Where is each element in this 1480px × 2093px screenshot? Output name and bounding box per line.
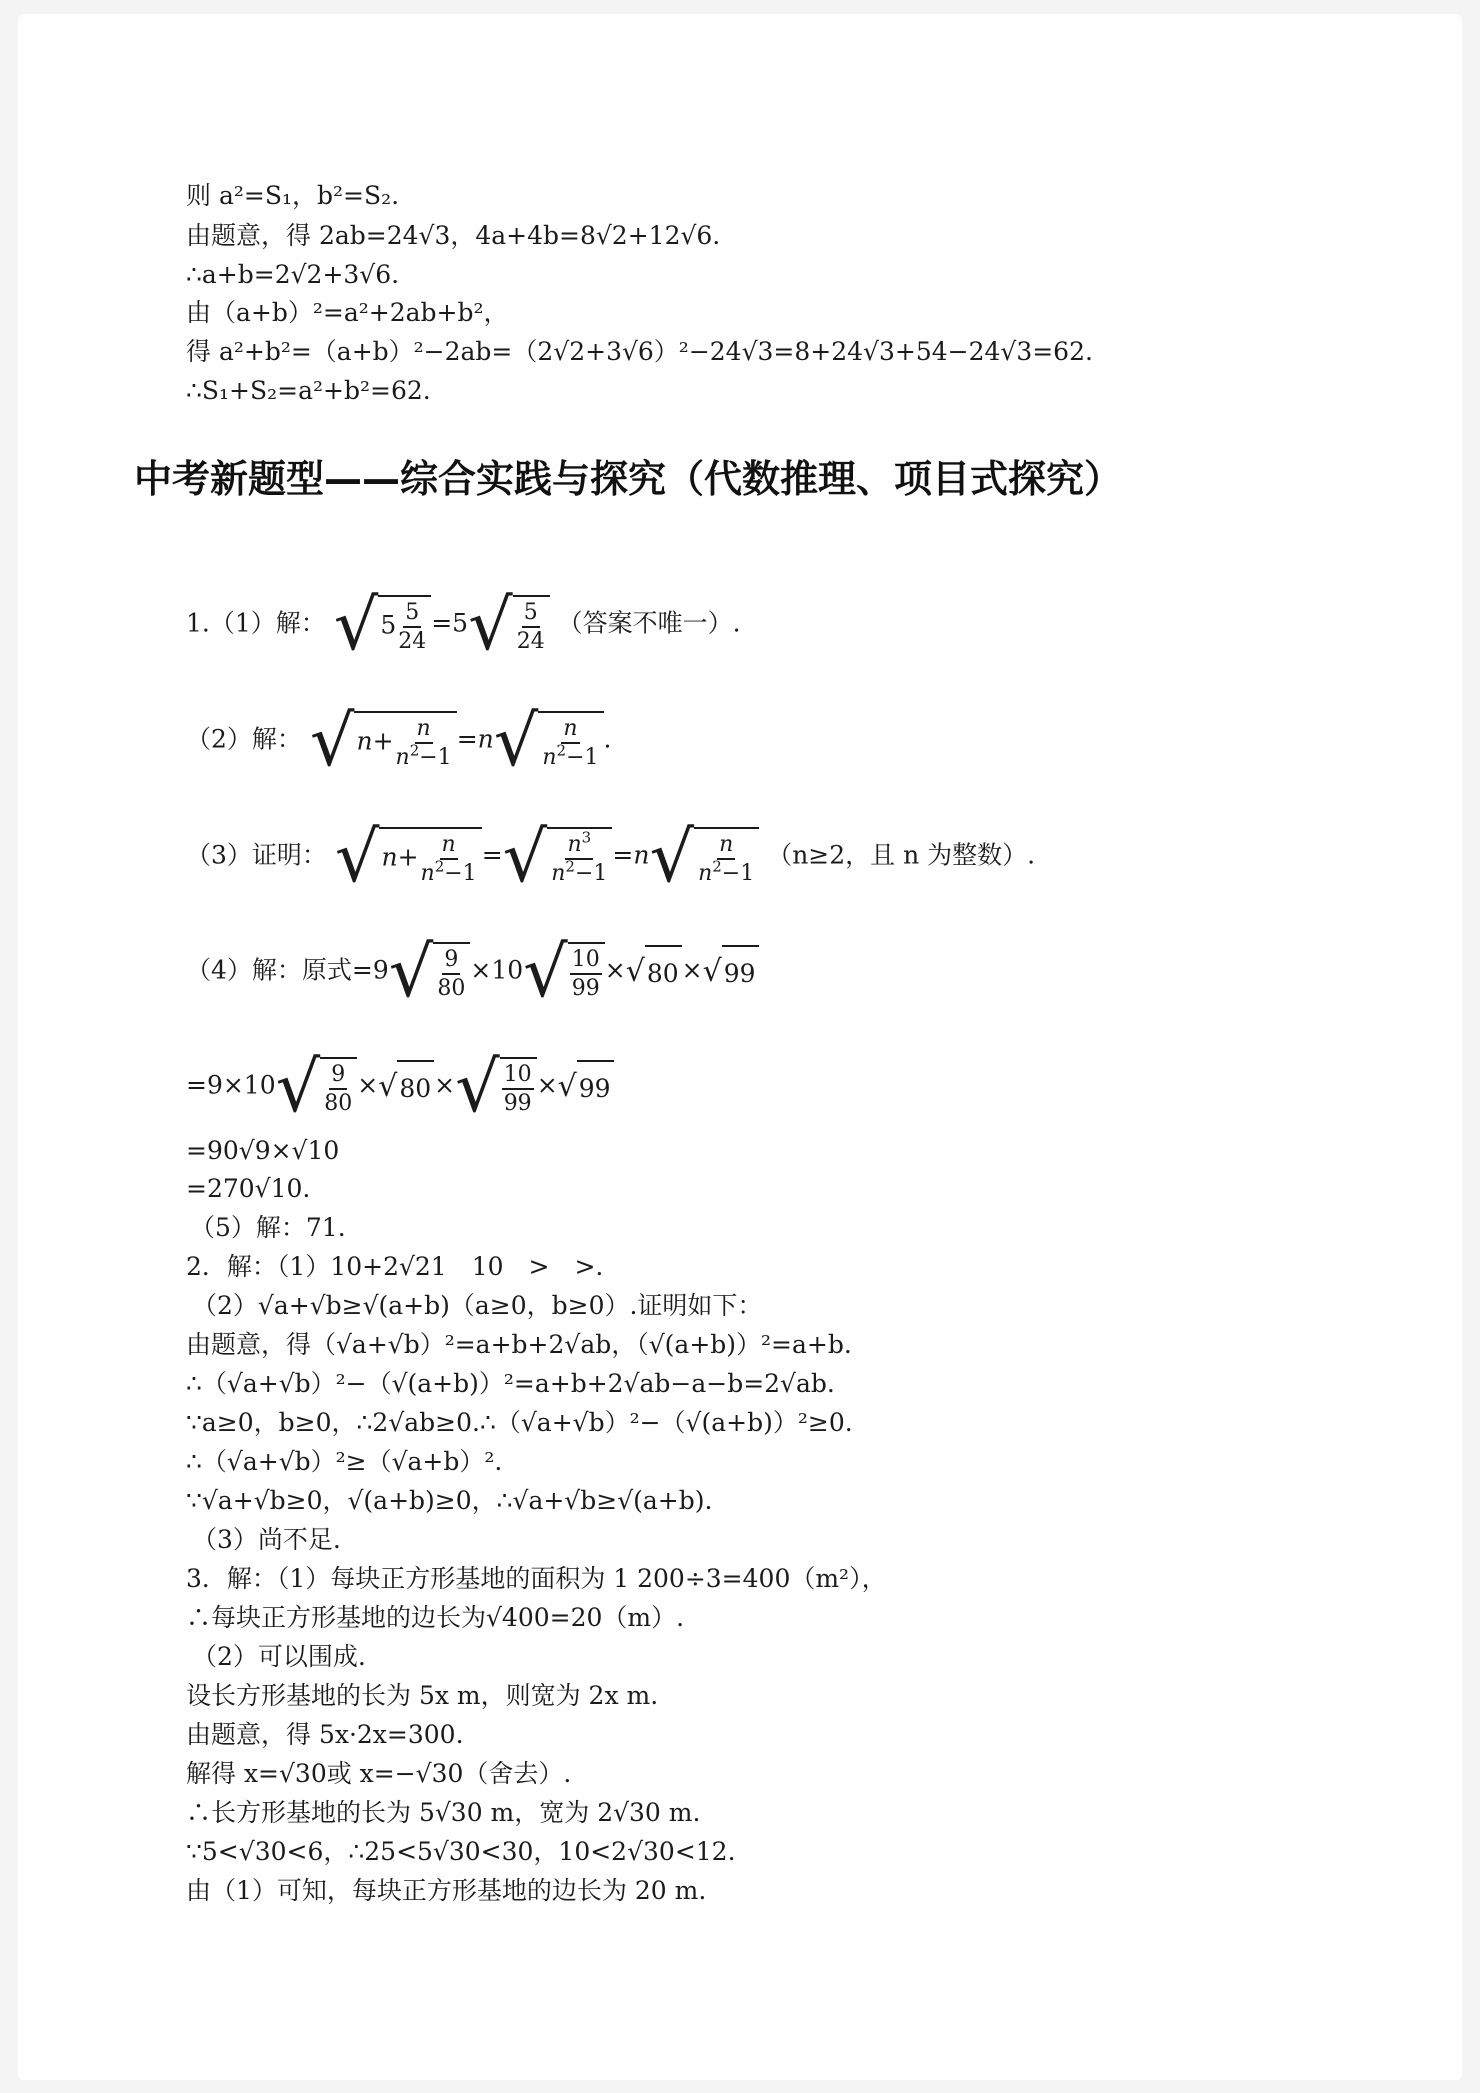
q1-part4-line3: =90√9×√10 [186, 1136, 340, 1165]
q3-line: ∴长方形基地的长为 5√30 m，宽为 2√30 m. [186, 1798, 701, 1827]
q1-part3-note: （n≥2，且 n 为整数）. [767, 840, 1036, 870]
q2-line: ∵√a+√b≥0，√(a+b)≥0，∴√a+√b≥√(a+b). [186, 1486, 713, 1515]
q1-part4-line4: =270√10. [186, 1174, 311, 1203]
q3-line: ∴每块正方形基地的边长为√400=20（m）. [186, 1603, 685, 1632]
q2-line: （3）尚不足. [192, 1525, 341, 1554]
radical-expression: √ $\frac{n}{n^2-1}$ [494, 706, 604, 776]
q2-line: 2．解：（1）10+2√21 10 > >. [186, 1252, 604, 1281]
q3-line: （2）可以围成. [192, 1642, 366, 1671]
q3-line: 3．解：（1）每块正方形基地的面积为 1 200÷3=400（m²）， [186, 1564, 887, 1593]
q2-line: 由题意，得（√a+√b）²=a+b+2√ab，（√(a+b)）²=a+b. [186, 1330, 852, 1359]
q1-part1-note: （答案不唯一）. [557, 608, 741, 638]
radical-expression: √ $\frac{9}{80}$ [389, 937, 471, 1007]
text-line: ∴S₁+S₂=a²+b²=62. [186, 376, 431, 405]
radical-expression: √ $\frac{n}{n^2-1}$ [649, 822, 759, 892]
section-heading: 中考新题型——综合实践与探究（代数推理、项目式探究） [134, 457, 1123, 501]
radical-expression: √ $\frac{n^3}{n^2-1}$ [503, 822, 613, 892]
radical-expression: √ $\frac{10}{99}$ [523, 937, 605, 1007]
text-line: 由（a+b）²=a²+2ab+b²， [186, 298, 509, 327]
radical-expression: √n+ $\frac{n}{n^2-1}$ [310, 706, 457, 776]
q1-part4-prefix: （4）解：原式=9 [186, 955, 389, 985]
q3-line: 解得 x=√30或 x=−√30（舍去）. [186, 1759, 572, 1788]
text-line: 则 a²=S₁，b²=S₂. [186, 181, 400, 210]
q1-part1-prefix: 1.（1）解： [186, 608, 326, 638]
q2-line: ∴（√a+√b）²≥（√a+b）². [186, 1447, 503, 1476]
q1-part3: （3）证明： √n+ $\frac{n}{n^2-1}$ =√ $\frac{n^3}{n^2-1}$ =n√ $\frac{n}{n^2-1}$ （n≥2，且 n 为整数）. [186, 816, 1036, 898]
q1-part1: 1.（1）解： √5 $\frac{5}{24}$ =5√ $\frac{5}{24}$ （答案不唯一）. [186, 584, 741, 666]
q1-part4-line1: （4）解：原式=9√ $\frac{9}{80}$ ×10√ $\frac{10}{99}$ ×√80 ×√99 [186, 937, 759, 1007]
text-line: 由题意，得 2ab=24√3，4a+4b=8√2+12√6. [186, 221, 721, 250]
q3-line: 由（1）可知，每块正方形基地的边长为 20 m. [186, 1876, 707, 1905]
text-line: 得 a²+b²=（a+b）²−2ab=（2√2+3√6）²−24√3=8+24√3+54−24√3=62. [186, 337, 1093, 366]
q1-part2: （2）解： √n+ $\frac{n}{n^2-1}$ =n√ $\frac{n}{n^2-1}$ . [186, 700, 612, 782]
q1-part5: （5）解：71. [190, 1213, 346, 1242]
radical-expression: √n+ $\frac{n}{n^2-1}$ [335, 822, 482, 892]
text-line: ∴a+b=2√2+3√6. [186, 260, 400, 289]
q3-line: 设长方形基地的长为 5x m，则宽为 2x m. [186, 1681, 659, 1710]
q2-line: （2）√a+√b≥√(a+b)（a≥0，b≥0）.证明如下： [192, 1291, 763, 1320]
q2-line: ∵a≥0，b≥0，∴2√ab≥0.∴（√a+√b）²−（√(a+b)）²≥0. [186, 1408, 853, 1437]
q1-part2-prefix: （2）解： [186, 724, 302, 754]
q1-part3-prefix: （3）证明： [186, 840, 327, 870]
q3-line: 由题意，得 5x·2x=300. [186, 1720, 464, 1749]
q1-part4-line2: =9×10√ $\frac{9}{80}$ ×√80 ×√ $\frac{10}{99}$ ×√99 [186, 1052, 614, 1122]
q3-line: ∵5<√30<6，∴25<5√30<30，10<2√30<12. [186, 1837, 736, 1866]
radical-expression: √ $\frac{10}{99}$ [455, 1052, 537, 1122]
radical-expression: √ $\frac{9}{80}$ [276, 1052, 358, 1122]
radical-expression: √ $\frac{5}{24}$ [468, 590, 550, 660]
q2-line: ∴（√a+√b）²−（√(a+b)）²=a+b+2√ab−a−b=2√ab. [186, 1369, 835, 1398]
radical-expression: √5 $\frac{5}{24}$ [334, 590, 432, 660]
